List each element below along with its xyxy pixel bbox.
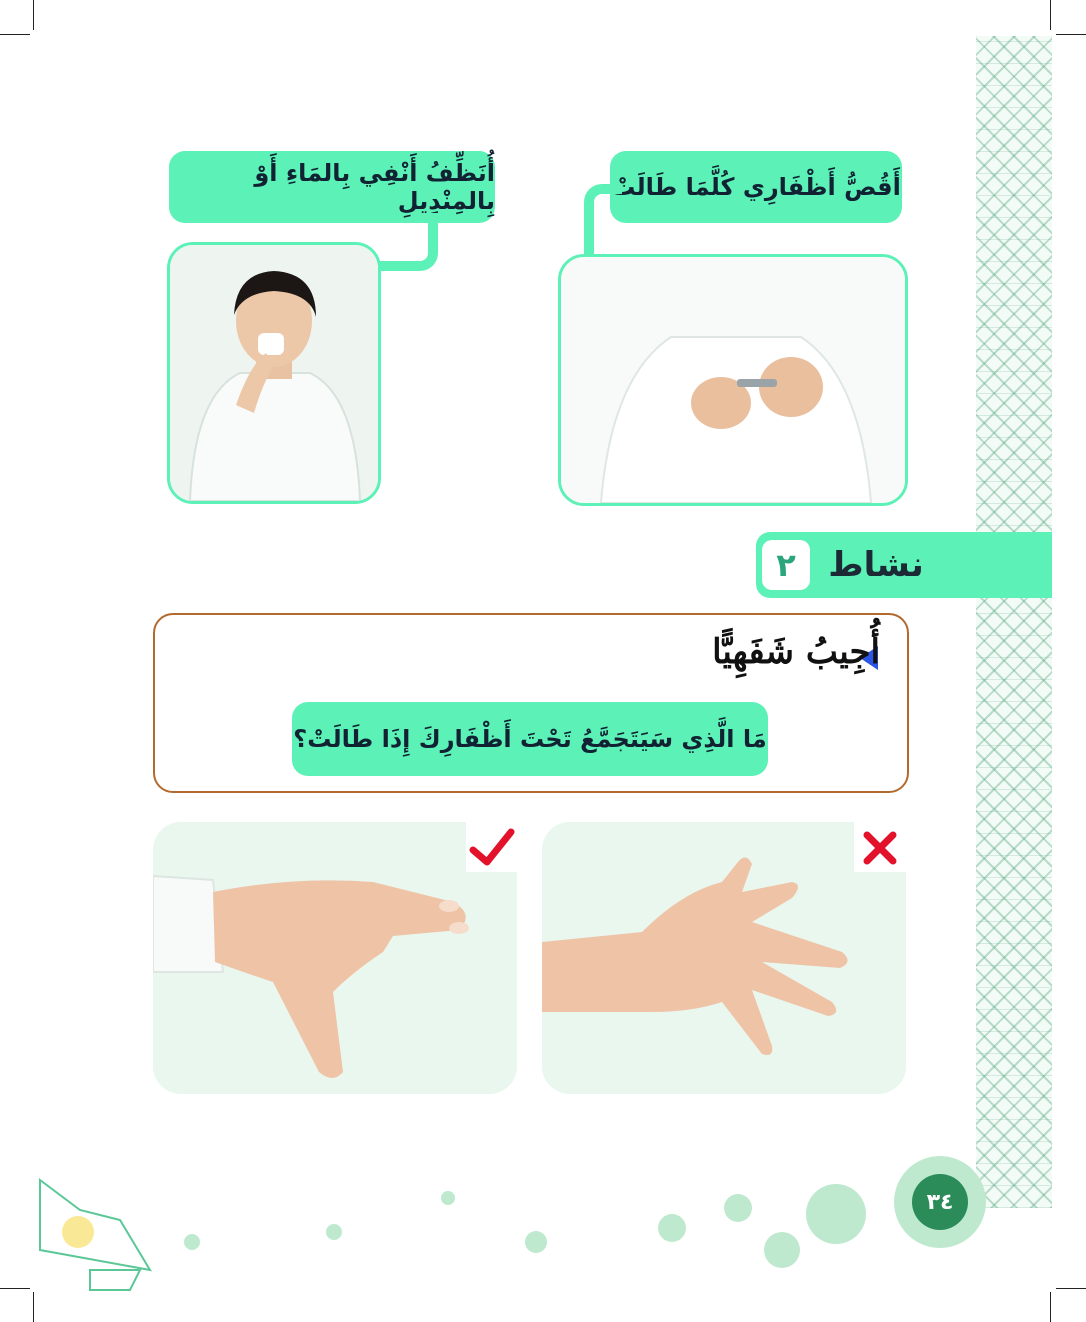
wrong-mark [854,822,906,872]
photo-clipping-nails [558,254,908,506]
page-number: ٣٤ [912,1174,968,1230]
crop-mark [0,34,30,35]
activity-label: نشاط [828,545,924,585]
caption-nails: أَقُصُّ أَظْفَارِي كُلَّمَا طَالَتْ [610,151,902,223]
crop-mark [33,0,34,30]
photo-hand-short-nails [153,822,517,1094]
cross-icon [859,827,901,867]
caption-nose: أُنَظِّفُ أَنْفِي بِالمَاءِ أَوْ بِالمِنْدِيلِ [169,151,495,223]
connector-nose [378,213,438,271]
question-pill: مَا الَّذِي سَيَتَجَمَّعُ تَحْتَ أَظْفَارِكَ إِذَا طَالَتْ؟ [292,702,768,776]
crop-mark [1050,0,1051,30]
crop-mark [1056,34,1086,35]
check-icon [469,826,515,868]
correct-mark [466,822,518,872]
boy-tissue-illustration [170,245,378,501]
photo-boy-tissue [167,242,381,504]
hand-long-nails-illustration [542,822,906,1094]
nail-clipping-illustration [561,257,905,503]
instruction-text: أُجِيبُ شَفَهِيًّا [712,632,880,672]
activity-number: ٢ [762,540,810,590]
photo-hand-long-nails [542,822,906,1094]
decorative-pattern-strip [976,36,1052,1208]
hand-short-nails-illustration [153,822,517,1094]
